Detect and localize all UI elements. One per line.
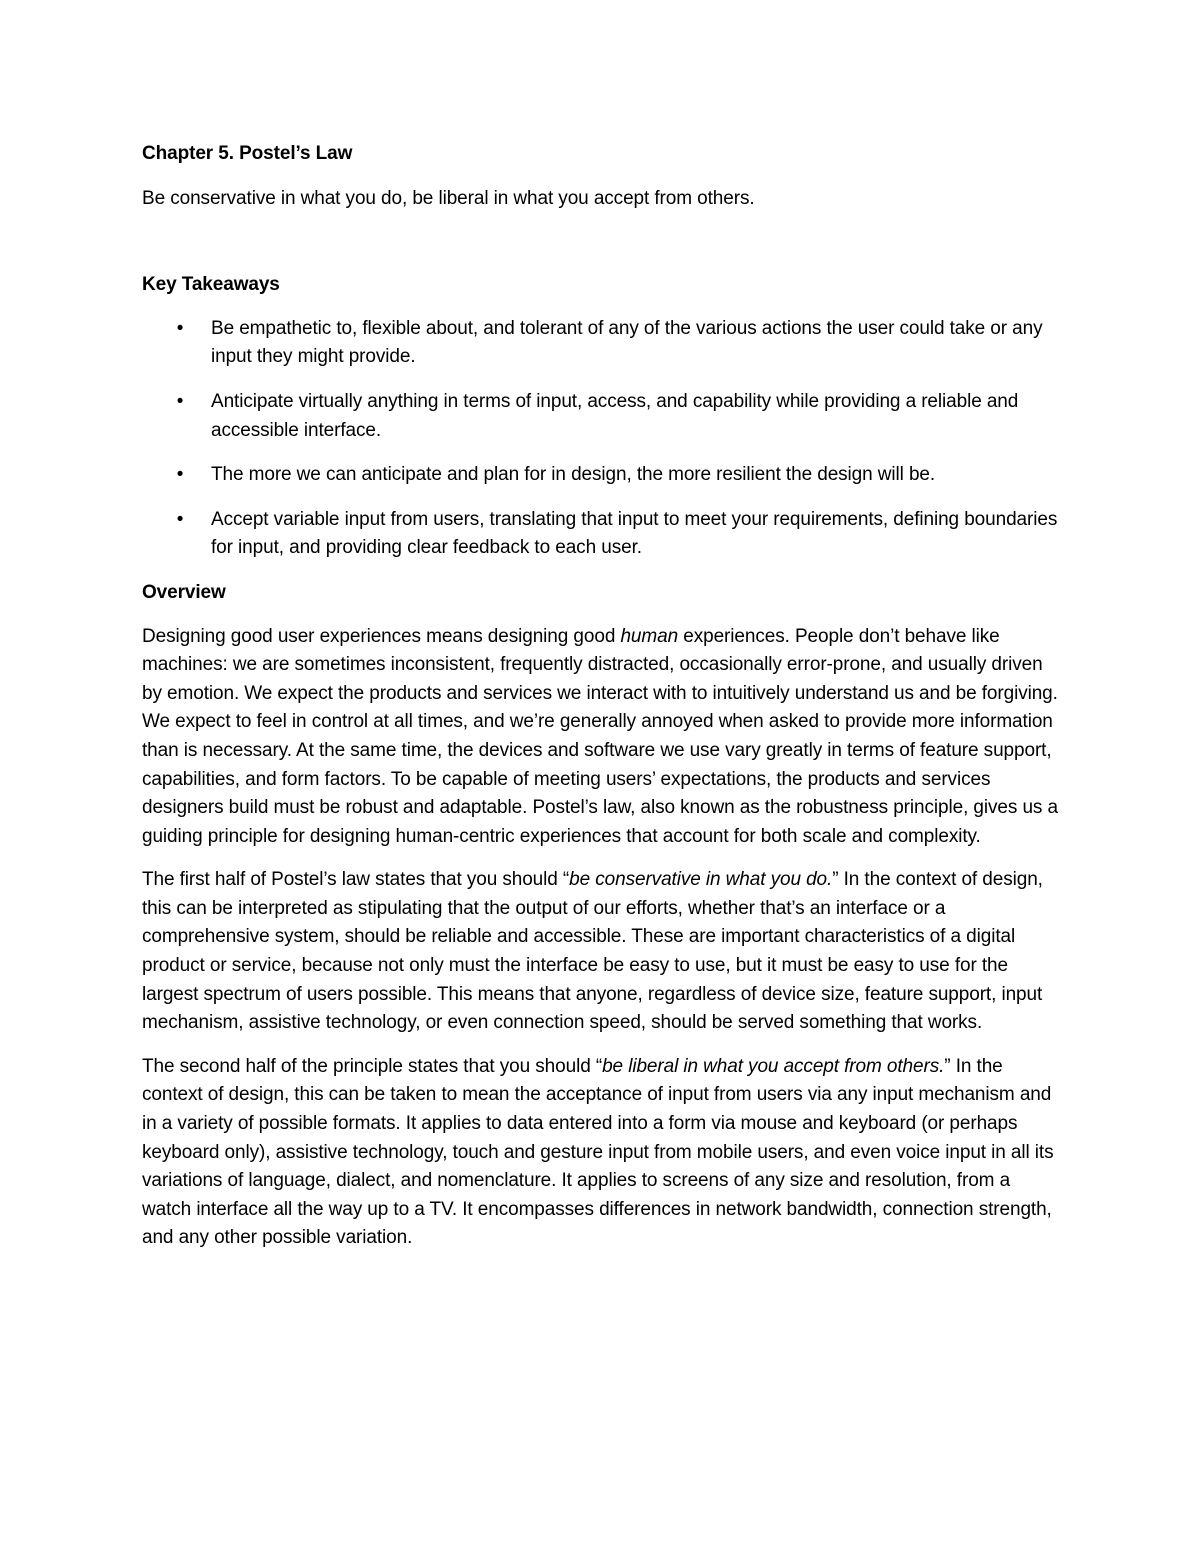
epigraph: Be conservative in what you do, be liberal in what you accept from others. <box>142 187 755 209</box>
chapter-title: Chapter 5. Postel’s Law <box>142 143 353 164</box>
list-item <box>142 506 1062 563</box>
overview-paragraph-2 <box>142 866 1062 1038</box>
overview-paragraph-1 <box>142 623 1062 852</box>
key-takeaways-list <box>142 315 1062 563</box>
key-takeaways-heading: Key Takeaways <box>142 274 280 296</box>
list-item <box>142 461 1062 490</box>
paragraph-text: Designing good user experiences means designing good <box>142 625 621 647</box>
overview-heading: Overview <box>142 581 226 603</box>
bullet-icon: • <box>176 508 184 530</box>
paragraph-text: experiences. People don’t behave like machines: we are sometimes inconsistent, frequently distracted, occasionally error-prone, and usually driven by emotion. We expect the products and services we interact with to intuitively understand us and be forgiving. We expect to feel in control at all times, and we’re generally annoyed when asked to provide more information than is necessary. At the same time, the devices and software we use vary greatly in terms of feature support, capabilities, and form factors. To be capable of meeting users’ expectations, the products and services designers build must be robust and adaptable. Postel’s law, also known as the robustness principle, gives us a guiding principle for designing human-centric experiences that account for both scale and complexity. <box>142 625 1058 847</box>
emphasis-text: human <box>620 625 679 647</box>
list-item-text: Accept variable input from users, translating that input to meet your requirements, defining boundaries for input, and providing clear feedback to each user. <box>211 508 1058 559</box>
list-item <box>142 388 1062 445</box>
bullet-icon: • <box>176 390 184 412</box>
bullet-icon: • <box>176 317 184 339</box>
emphasis-text: be liberal in what you accept from others. <box>602 1055 945 1077</box>
paragraph-text: ” In the context of design, this can be interpreted as stipulating that the output of our efforts, whether that’s an interface or a comprehensive system, should be reliable and accessible. These are important characteristics of a digital product or service, because not only must the interface be easy to use, but it must be easy to use for the largest spectrum of users possible. This means that anyone, regardless of device size, feature support, input mechanism, assistive technology, or even connection speed, should be served something that works. <box>142 869 1043 1034</box>
bullet-icon: • <box>176 464 184 486</box>
overview-paragraph-3 <box>142 1053 1062 1253</box>
list-item-text: Be empathetic to, flexible about, and tolerant of any of the various actions the user could take or any input they might provide. <box>211 317 1043 368</box>
paragraph-text: ” In the context of design, this can be taken to mean the acceptance of input from users via any input mechanism and in a variety of possible formats. It applies to data entered into a form via mouse and keyboard (or perhaps keyboard only), assistive technology, touch and gesture input from mobile users, and even voice input in all its variations of language, dialect, and nomenclature. It applies to screens of any size and resolution, from a watch interface all the way up to a TV. It encompasses differences in network bandwidth, connection strength, and any other possible variation. <box>142 1055 1054 1249</box>
emphasis-text: be conservative in what you do. <box>569 869 833 891</box>
list-item-text: The more we can anticipate and plan for in design, the more resilient the design will be. <box>211 464 936 486</box>
paragraph-text: The second half of the principle states that you should “ <box>142 1055 603 1077</box>
list-item <box>142 315 1062 372</box>
document-page <box>142 140 1062 1268</box>
paragraph-text: The first half of Postel’s law states that you should “ <box>142 869 570 891</box>
list-item-text: Anticipate virtually anything in terms of input, access, and capability while providing a reliable and accessible interface. <box>211 390 1019 441</box>
